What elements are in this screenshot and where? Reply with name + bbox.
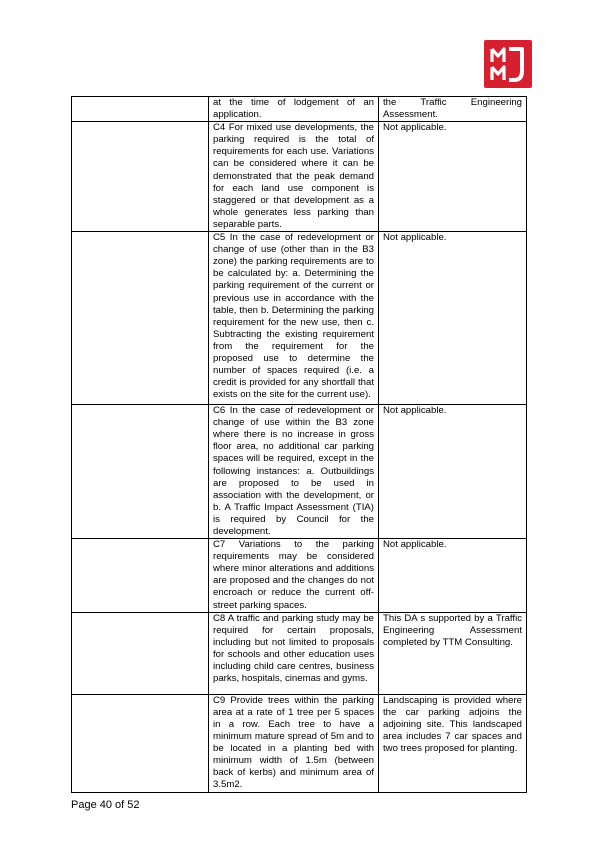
section-cell	[72, 612, 209, 694]
table-row	[72, 694, 527, 792]
response-cell: Not applicable.	[379, 232, 527, 405]
response-cell: This DA s supported by a Traffic Engineering Assessment completed by TTM Consulting.	[379, 612, 527, 694]
page-number: Page 40 of 52	[71, 799, 140, 811]
criterion-cell: at the time of lodgement of an application.	[209, 97, 379, 122]
criterion-cell: C5 In the case of redevelopment or change of use (other than in the B3 zone) the parking requirements are to be calculated by: a. Determining the parking requirement of the current or previous use in accordance with the table, then b. Determining the parking requirement for the new use, then c. Subtracting the existing requirement from the requirement for the proposed use to determine the number of spaces required (i.e. a credit is provided for any shortfall that exists on the site for the current use).	[209, 232, 379, 405]
table-row	[72, 612, 527, 694]
response-cell: the Traffic Engineering Assessment.	[379, 97, 527, 122]
criterion-cell: C6 In the case of redevelopment or change of use within the B3 zone where there is no increase in gross floor area, no additional car parking spaces will be required, except in the following instances: a. Outbuildings are proposed to be used in association with the development, or b. A Traffic Impact Assessment (TIA) is required by Council for the development.	[209, 405, 379, 539]
criterion-cell: C7 Variations to the parking requirements may be considered where minor alterations and additions are proposed and the changes do not encroach or reduce the current off-street parking spaces.	[209, 539, 379, 613]
section-cell	[72, 97, 209, 122]
section-cell	[72, 405, 209, 539]
response-cell: Not applicable.	[379, 539, 527, 613]
response-cell: Landscaping is provided where the car parking adjoins the adjoining site. This landscaped area includes 7 car spaces and two trees proposed for planting.	[379, 694, 527, 792]
criterion-cell: C4 For mixed use developments, the parking required is the total of requirements for each use. Variations can be considered where it can be demonstrated that the peak demand for each land use component is staggered or that development as a whole generates less parking than separable parts.	[209, 122, 379, 232]
mmj-logo	[484, 40, 532, 88]
table-row	[72, 122, 527, 232]
criterion-cell: C9 Provide trees within the parking area at a rate of 1 tree per 5 spaces in a row. Each tree to have a minimum mature spread of 5m and to be located in a planting bed with minimum width of 1.5m (between back of kerbs) and minimum area of 3.5m2.	[209, 694, 379, 792]
compliance-table	[71, 96, 527, 793]
section-cell	[72, 694, 209, 792]
table-row	[72, 405, 527, 539]
response-cell: Not applicable.	[379, 405, 527, 539]
section-cell	[72, 232, 209, 405]
section-cell	[72, 539, 209, 613]
table-row	[72, 232, 527, 405]
table-row	[72, 97, 527, 122]
criterion-cell: C8 A traffic and parking study may be required for certain proposals, including but not limited to proposals for schools and other education uses including child care centres, business parks, hospitals, cinemas and gyms.	[209, 612, 379, 694]
mmj-logo-icon	[484, 40, 532, 88]
table-row	[72, 539, 527, 613]
response-cell: Not applicable.	[379, 122, 527, 232]
section-cell	[72, 122, 209, 232]
